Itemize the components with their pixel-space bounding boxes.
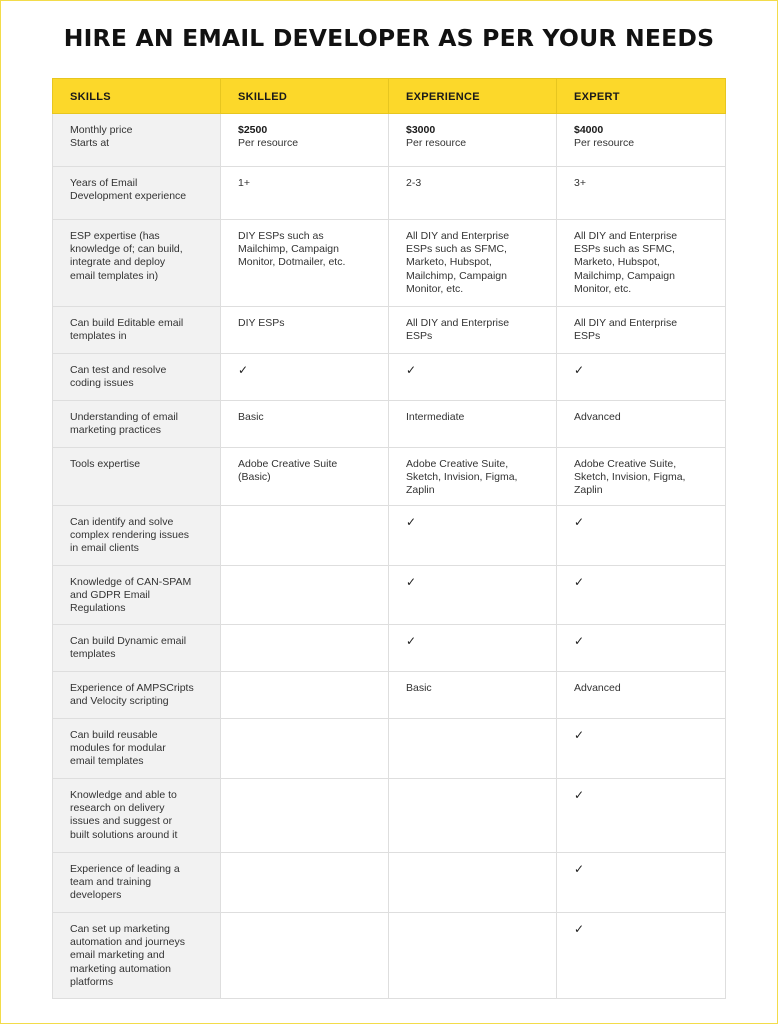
cell-skilled [221, 354, 389, 401]
skill-text: Years of Email Development experience [70, 177, 187, 203]
table-row [53, 913, 726, 999]
table-row [53, 401, 726, 448]
skill-label [53, 167, 221, 220]
cell-text: Adobe Creative Suite (Basic) [238, 458, 338, 484]
monthly-price: $4000 [574, 124, 604, 136]
cell-expert [557, 913, 726, 999]
cell-skilled [221, 114, 389, 167]
cell-skilled [221, 307, 389, 354]
skill-label [53, 220, 221, 307]
skill-label [53, 853, 221, 913]
cell-text: All DIY and Enterprise ESPs [406, 317, 510, 343]
check-icon: ✓ [574, 634, 585, 648]
cell-experience [389, 401, 557, 448]
cell-text: Basic [406, 682, 432, 694]
table-row [53, 853, 726, 913]
check-icon: ✓ [574, 363, 585, 377]
comparison-table [52, 78, 726, 999]
check-icon: ✓ [574, 922, 585, 936]
cell-experience [389, 913, 557, 999]
cell-text: 1+ [238, 177, 250, 189]
skill-text: Understanding of email marketing practices [70, 411, 178, 437]
header-experience: EXPERIENCE [389, 79, 557, 114]
cell-expert [557, 566, 726, 625]
cell-experience [389, 779, 557, 853]
cell-text: Adobe Creative Suite, Sketch, Invision, Figma, Zaplin [406, 458, 518, 497]
skill-label [53, 719, 221, 779]
check-icon: ✓ [406, 363, 417, 377]
cell-experience [389, 114, 557, 167]
cell-experience [389, 448, 557, 506]
cell-skilled [221, 719, 389, 779]
cell-text: Per resource [574, 137, 635, 150]
monthly-price: $3000 [406, 124, 436, 136]
table-row [53, 220, 726, 307]
skill-label [53, 566, 221, 625]
cell-expert [557, 354, 726, 401]
cell-text: 3+ [574, 177, 586, 189]
cell-experience [389, 167, 557, 220]
skill-text: Experience of AMPSCripts and Velocity scripting [70, 682, 194, 708]
check-icon: ✓ [574, 728, 585, 742]
cell-text: Intermediate [406, 411, 465, 423]
table-row [53, 448, 726, 506]
check-icon: ✓ [574, 862, 585, 876]
monthly-price: $2500 [238, 124, 268, 136]
table-row [53, 167, 726, 220]
cell-skilled [221, 672, 389, 719]
skill-label [53, 913, 221, 999]
cell-expert [557, 167, 726, 220]
cell-expert [557, 307, 726, 354]
cell-text: Advanced [574, 682, 621, 694]
cell-text: 2-3 [406, 177, 422, 189]
cell-expert [557, 779, 726, 853]
check-icon: ✓ [406, 515, 417, 529]
skill-label [53, 779, 221, 853]
skill-label [53, 354, 221, 401]
cell-text: DIY ESPs [238, 317, 285, 329]
skill-label [53, 625, 221, 672]
cell-expert [557, 625, 726, 672]
cell-expert [557, 506, 726, 566]
page-title: HIRE AN EMAIL DEVELOPER AS PER YOUR NEEDS [63, 24, 715, 52]
header-skills: SKILLS [53, 79, 221, 114]
table-row [53, 672, 726, 719]
cell-skilled [221, 566, 389, 625]
cell-skilled [221, 167, 389, 220]
cell-experience [389, 220, 557, 307]
check-icon: ✓ [406, 575, 417, 589]
cell-text: All DIY and Enterprise ESPs such as SFMC, Marketo, Hubspot, Mailchimp, Campaign Monitor, etc. [406, 230, 510, 295]
skill-label [53, 448, 221, 506]
cell-skilled [221, 853, 389, 913]
cell-experience [389, 719, 557, 779]
cell-text: All DIY and Enterprise ESPs [574, 317, 678, 343]
cell-text: DIY ESPs such as Mailchimp, Campaign Monitor, Dotmailer, etc. [238, 230, 346, 269]
cell-text: Adobe Creative Suite, Sketch, Invision, Figma, Zaplin [574, 458, 686, 497]
cell-experience [389, 625, 557, 672]
skill-text: Can set up marketing automation and journeys email marketing and marketing automation platforms [70, 923, 185, 988]
cell-skilled [221, 401, 389, 448]
cell-skilled [221, 506, 389, 566]
cell-skilled [221, 220, 389, 307]
table-row [53, 354, 726, 401]
skill-text: Knowledge and able to research on delivery issues and suggest or built solutions around it [70, 789, 178, 841]
cell-skilled [221, 448, 389, 506]
check-icon: ✓ [406, 634, 417, 648]
cell-text: Advanced [574, 411, 621, 423]
cell-text: Basic [238, 411, 264, 423]
check-icon: ✓ [574, 788, 585, 802]
skill-label [53, 506, 221, 566]
cell-skilled [221, 625, 389, 672]
table-row [53, 506, 726, 566]
skill-text: Knowledge of CAN-SPAM and GDPR Email Regulations [70, 576, 192, 615]
cell-text: Per resource [238, 137, 299, 150]
header-row [53, 79, 726, 114]
table-row [53, 566, 726, 625]
skill-text: Experience of leading a team and training developers [70, 863, 180, 902]
skill-text: Can build reusable modules for modular email templates [70, 729, 166, 768]
skill-text: Monthly price Starts at [70, 124, 133, 150]
cell-text: Per resource [406, 137, 467, 150]
cell-expert [557, 220, 726, 307]
cell-expert [557, 401, 726, 448]
check-icon: ✓ [238, 363, 249, 377]
cell-experience [389, 307, 557, 354]
table-row [53, 307, 726, 354]
table-row [53, 114, 726, 167]
cell-text: All DIY and Enterprise ESPs such as SFMC, Marketo, Hubspot, Mailchimp, Campaign Monitor, etc. [574, 230, 678, 295]
cell-expert [557, 114, 726, 167]
cell-experience [389, 672, 557, 719]
cell-expert [557, 853, 726, 913]
cell-experience [389, 853, 557, 913]
table-row [53, 779, 726, 853]
skill-text: ESP expertise (has knowledge of; can build, integrate and deploy email templates in) [70, 230, 183, 282]
cell-expert [557, 448, 726, 506]
skill-label [53, 307, 221, 354]
skill-text: Can identify and solve complex rendering issues in email clients [70, 516, 190, 555]
skill-text: Can build Editable email templates in [70, 317, 184, 343]
skill-label [53, 672, 221, 719]
cell-expert [557, 672, 726, 719]
table-row [53, 719, 726, 779]
cell-experience [389, 506, 557, 566]
check-icon: ✓ [574, 515, 585, 529]
header-skilled: SKILLED [221, 79, 389, 114]
cell-experience [389, 566, 557, 625]
cell-expert [557, 719, 726, 779]
header-expert: EXPERT [557, 79, 726, 114]
skill-label [53, 401, 221, 448]
cell-skilled [221, 779, 389, 853]
skill-text: Tools expertise [70, 458, 141, 470]
cell-experience [389, 354, 557, 401]
table-body [53, 114, 726, 999]
skill-text: Can test and resolve coding issues [70, 364, 167, 390]
skill-text: Can build Dynamic email templates [70, 635, 187, 661]
cell-skilled [221, 913, 389, 999]
table-row [53, 625, 726, 672]
check-icon: ✓ [574, 575, 585, 589]
skill-label [53, 114, 221, 167]
